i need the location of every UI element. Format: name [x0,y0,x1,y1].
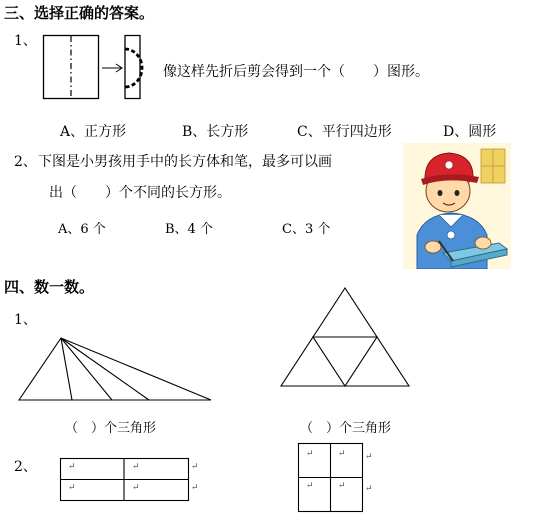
cell-mark: ↵ [338,449,346,459]
q1-option-d: D、圆形 [443,124,497,140]
folded-paper [125,36,140,99]
cell-mark: ↵ [68,462,76,472]
q2-option-b: B、4 个 [165,222,213,237]
question-2-line-1: 下图是小男孩用手中的长方体和笔，最多可以画 [38,154,332,170]
left-hand [425,241,441,253]
left-eye [438,190,443,196]
q1-option-c: C、平行四边形 [297,124,392,140]
row-end-mark: ↵ [365,452,373,462]
question-1-text: 像这样先折后剪会得到一个（ ）图形。 [163,64,429,80]
section-4-heading: 四、数一数。 [4,278,95,296]
q1-option-b: B、长方形 [182,124,249,140]
hat-logo [445,161,453,169]
left-triangle-answer: （ ）个三角形 [65,421,157,436]
section-4-q1-number: 1、 [14,312,37,328]
row-end-mark: ↵ [365,484,373,494]
q2-option-c: C、3 个 [282,222,331,237]
inner-line-1 [61,338,72,400]
right-hand [475,237,491,249]
rectangle-grid-left [58,456,198,504]
section-4-q2-number: 2、 [14,459,37,475]
row-end-mark: ↵ [191,462,199,472]
boy-illustration [403,143,511,269]
triangle-figure-right [278,285,418,389]
section-3-heading: 三、选择正确的答案。 [4,4,155,22]
fold-cut-figure [40,32,158,104]
cell-mark: ↵ [338,481,346,491]
row-end-mark: ↵ [191,483,199,493]
question-1-number: 1、 [14,33,37,49]
right-triangle-answer: （ ）个三角形 [300,421,392,436]
cell-mark: ↵ [132,462,140,472]
question-2-number: 2、 [14,154,37,170]
inner-triangle [313,337,377,386]
q1-option-a: A、正方形 [60,124,127,140]
right-eye [455,190,460,196]
triangle-figure-left [16,334,214,404]
cell-mark: ↵ [68,483,76,493]
cell-mark: ↵ [306,449,314,459]
q2-option-a: A、6 个 [58,222,106,237]
outer-triangle [19,338,211,400]
cell-mark: ↵ [306,481,314,491]
cell-mark: ↵ [132,483,140,493]
badge [447,231,455,239]
question-2-line-2: 出（ ）个不同的长方形。 [49,185,231,201]
